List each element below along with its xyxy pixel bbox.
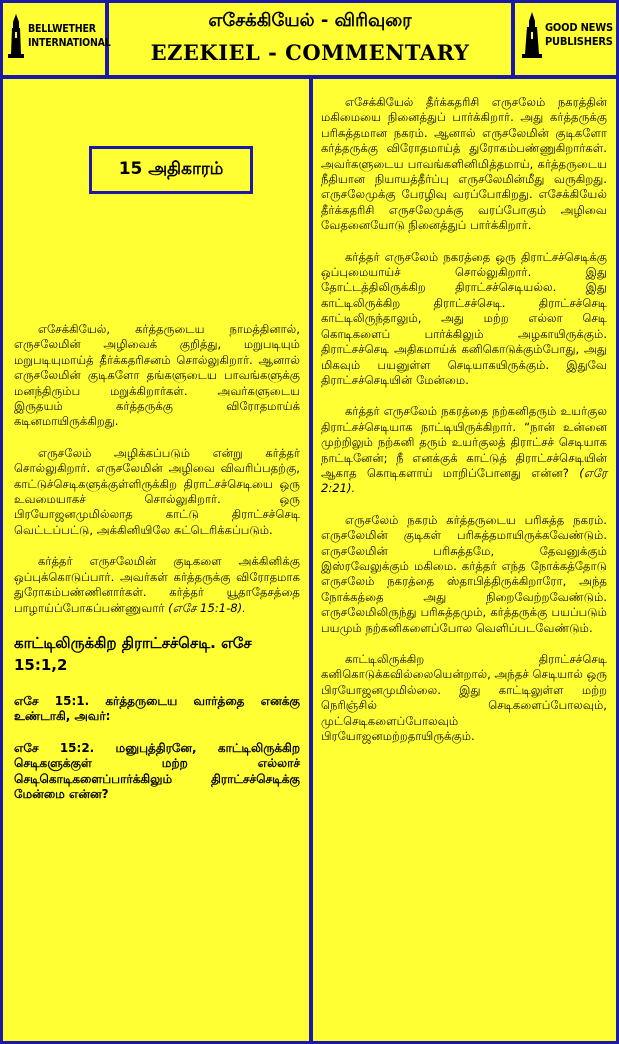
- section-heading: காட்டிலிருக்கிற திராட்சச்செடி. எசே 15:1,2: [14, 633, 252, 674]
- right-paragraph-3: [321, 404, 607, 496]
- good-news-logo: [522, 12, 613, 58]
- left-paragraph-3-ref: (எசே 15:1-8).: [168, 600, 246, 615]
- left-paragraph-2: எருசலேம் அழிக்கப்படும் என்று கர்த்தர் சொல்லுகிறார். எருசலேமின் அழிவை விவரிப்பதற்கு, காட்டுச்செடிகளுக்குள்ளிருக்கிற திராட்சச்செடியை ஒரு உவமையாகச் சொல்லுகிறார். ஒரு பிரயோஜனமுமில்லாத காட்டு திராட்சச்செடி வெட்டப்பட்டு, அக்கினியிலே சுட்டெரிக்கப்படும்.: [14, 445, 300, 537]
- right-paragraph-2: கர்த்தர் எருசலேம் நகரத்தை ஒரு திராட்சச்செடிக்கு ஒப்புமையாய்ச் சொல்லுகிறார். இது தோட்டத்திலிருக்கிற திராட்சச்செடியல்ல. இது காட்டிலிருக்கிற திராட்சச்செடி. திராட்சச்செடி காட்டிலிருந்தாலும், அது மற்ற எல்லா செடி கொடிகளைப் பார்க்கிலும் அழகாயிருக்கும். திராட்சச்செடி அதிகமாய்க் கனிகொடுக்கும்போது, அது மிகவும் பயனுள்ள செடியாகயிருக்கும். இதுவே திராட்சச்செடியின் மேன்மை.: [321, 249, 607, 387]
- right-paragraph-5: காட்டிலிருக்கிற திராட்சச்செடி கனிகொடுக்கவில்லையென்றால், அந்தச் செடியால் ஒரு பிரயோஜனமுமில்லை. இது காட்டிலுள்ள மற்ற நெரிஞ்சில் செடிகளைப்போலவும், முட்செடிகளைப்போலவும் பிரயோஜனமற்றதாயிருக்கும்.: [321, 652, 607, 744]
- left-column-text: [14, 322, 300, 818]
- right-paragraph-3-text: கர்த்தர் எருசலேம் நகரத்தை நற்கனிதரும் உயர்குல திராட்சச்செடியாக நாட்டியிருக்கிறார். “நான் உன்னை முற்றிலும் நற்கனி தரும் உயர்குலத் திராட்சச் செடியாக நாட்டினேன்; நீ எனக்குக் காட்டுத் திராட்சச்செடியின் ஆகாத கொடிகளாய் மாறிப்போனது என்ன?: [321, 404, 607, 480]
- right-column-text: [321, 95, 607, 760]
- right-paragraph-4: எருசலேம் நகரம் கர்த்தருடைய பரிசுத்த நகரம். எருசலேமின் குடிகள் பரிசுத்தமாயிருக்கவேண்டும். எருசலேமின் பரிசுத்தமே, தேவனுக்கும் இஸ்ரவேலுக்கும் மகிமை. கர்த்தர் எந்த நோக்கத்தோடு எருசலேம் நகரத்தை ஸ்தாபித்திருக்கிறாரோ, அந்த நோக்கத்தை அது நிறைவேற்றவேண்டும். எருசலேமிலிருந்து பரிசுத்தமும், கர்த்தருக்கு பயப்படும் பயமும் நற்கனிகளைப்போல வெளிப்படவேண்டும்.: [321, 512, 607, 635]
- header-title-tamil: எசேக்கியேல் - விரிவுரை: [208, 10, 412, 31]
- left-paragraph-3: [14, 554, 300, 616]
- tower-icon: [8, 14, 24, 58]
- bellwether-logo: [8, 14, 111, 58]
- verse-1: எசே 15:1. கர்த்தருடைய வார்த்தை எனக்கு உண்டாகி, அவர்:: [14, 693, 300, 724]
- right-logo-line2: PUBLISHERS: [545, 35, 613, 48]
- left-logo-line1: BELLWETHER: [28, 23, 96, 35]
- verse-2: எசே 15:2. மனுபுத்திரனே, காட்டிலிருக்கிற செடிகளுக்குள் மற்ற எல்லாச் செடிகொடிகளைப்பார்க்கிலும் திராட்சச்செடிக்கு மேன்மை என்ன?: [14, 740, 300, 801]
- left-paragraph-3-text: கர்த்தர் எருசலேமின் குடிகளை அக்கினிக்கு ஒப்புக்கொடுப்பார். அவர்கள் கர்த்தருக்கு விரோதமாக துரோகம்பண்ணினார்கள். கர்த்தர் யூதாதேசத்தை பாழாய்ப்போகப்பண்ணுவார்: [14, 554, 300, 615]
- right-logo-line1: GOOD NEWS: [545, 21, 613, 34]
- right-paragraph-1: எசேக்கியேல் தீர்க்கதரிசி எருசலேம் நகரத்தின் மகிமையை நினைத்துப் பார்க்கிறார். அது கர்த்தருக்கு பரிசுத்தமான நகரம். ஆனால் எருசலேமின் குடிகளோ கர்த்தருக்கு விரோதமாய்த் துரோகம்பண்ணுகிறார்கள். அவர்களுடைய பாவங்களினிமித்தமாய், கர்த்தருடைய நீதியான நியாயத்தீர்ப்பு எருசலேமின்மீது வருகிறது. எருசலேமுக்கு பேரழிவு வரப்போகிறது. எசேக்கியேல் தீர்க்கதரிசி எருசலேமுக்கு வரப்போகும் அழிவை வேதனையோடு நினைத்துப் பார்க்கிறார்.: [321, 95, 607, 233]
- left-paragraph-1: எசேக்கியேல், கர்த்தருடைய நாமத்தினால், எருசலேமின் அழிவைக் குறித்து, மறுபடியும் மறுபடியுமாய்த் தீர்க்கதரிசனம் சொல்லுகிறார். ஆனால் எருசலேமின் குடிகளோ தங்களுடைய பாவங்களுக்கு மனந்திரும்ப மறுக்கிறார்கள். அவர்களுடைய இருதயம் கர்த்தருக்கு விரோதமாய்க் கடினமாயிருக்கிறது.: [14, 322, 300, 429]
- header-title-english: EZEKIEL - COMMENTARY: [150, 40, 470, 65]
- tower-icon: [522, 12, 542, 58]
- right-paragraph-3-ref: (எரே 2:21).: [321, 465, 608, 496]
- chapter-label: 15 அதிகாரம்: [89, 146, 253, 194]
- left-logo-line2: INTERNATIONAL: [28, 37, 111, 49]
